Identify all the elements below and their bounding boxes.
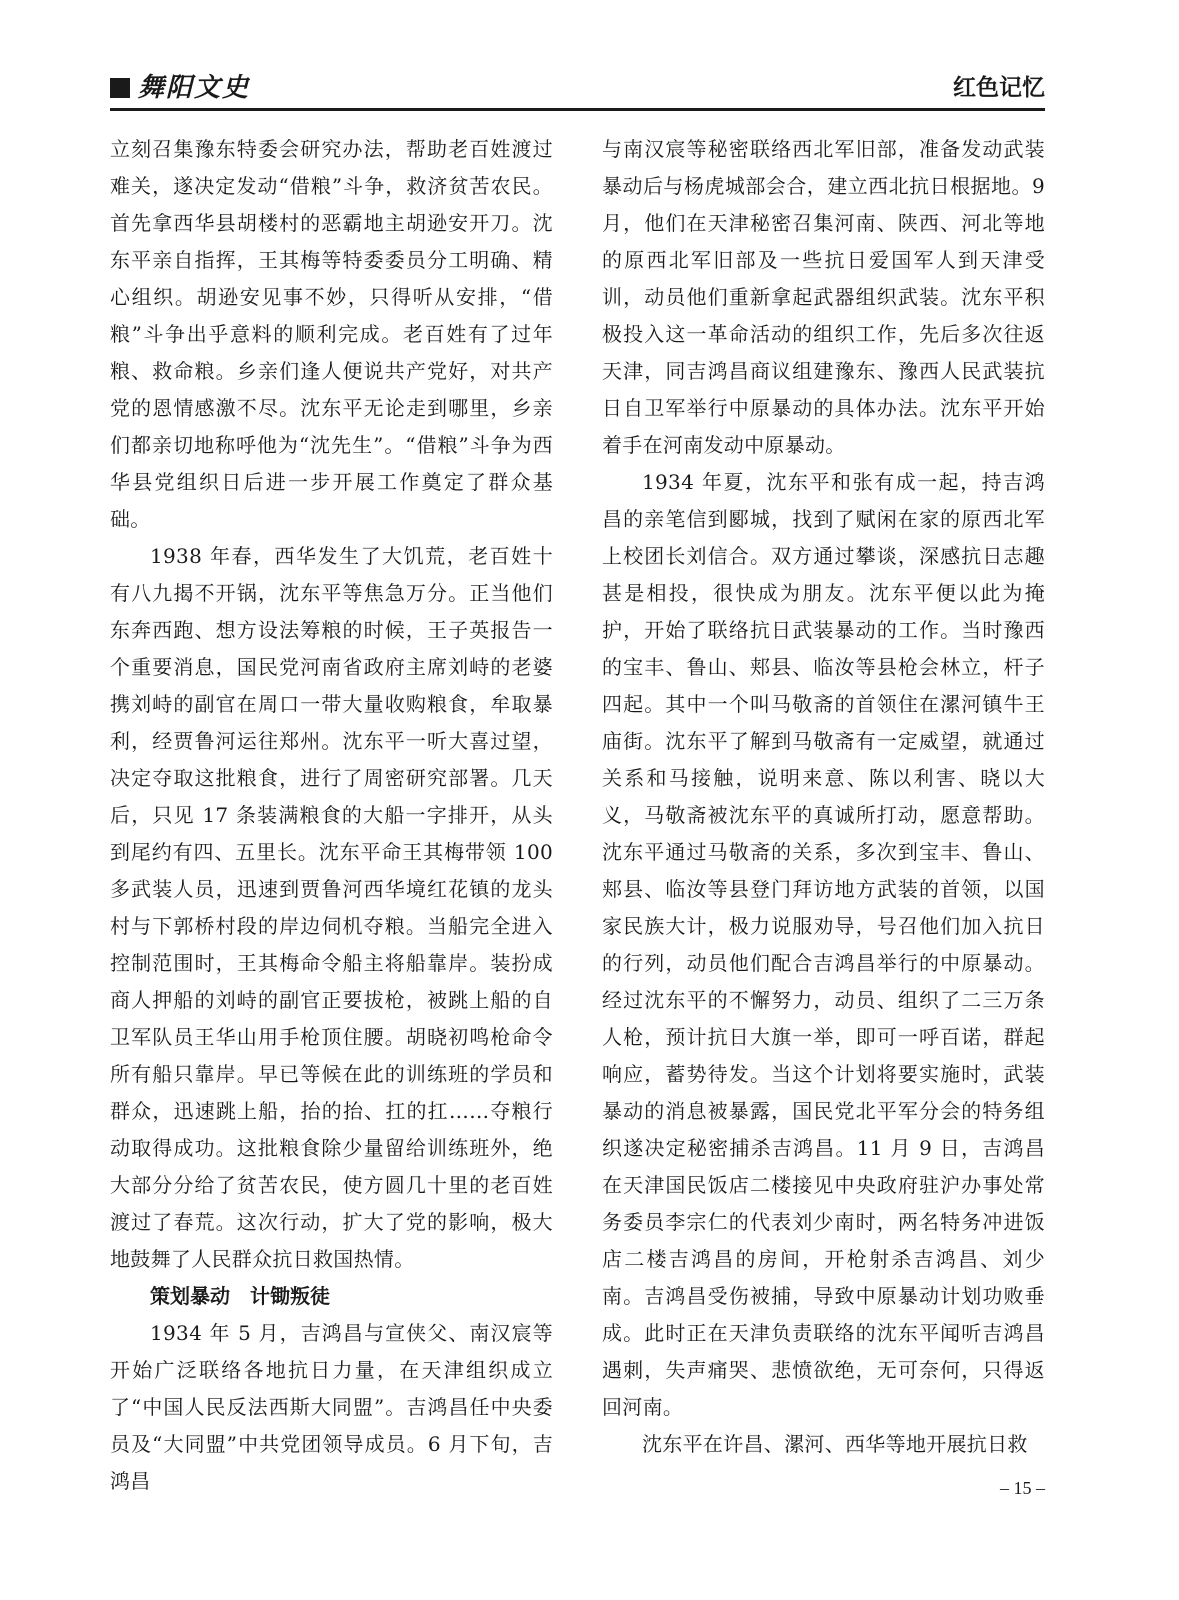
section-heading: 策划暴动 计锄叛徒	[150, 1284, 330, 1308]
paragraph: 与南汉宸等秘密联络西北军旧部，准备发动武装暴动后与杨虎城部会合，建立西北抗日根据地。9 月，他们在天津秘密召集河南、陕西、河北等地的原西北军旧部及一些抗日爱国军人到天津受训，动员他们重新拿起武器组织武装。沈东平积极投入这一革命活动的组织工作，先后多次往返天津，同吉鸿昌商议组建豫东、豫西人民武装抗日自卫军举行中原暴动的具体办法。沈东平开始着手在河南发动中原暴动。	[602, 137, 1045, 457]
right-column	[602, 131, 1045, 1463]
header-rule	[110, 108, 1045, 111]
section-title: 红色记忆	[953, 75, 1045, 101]
header-square-mark	[110, 78, 130, 98]
page-number: – 15 –	[1000, 1478, 1045, 1498]
paragraph: 1934 年夏，沈东平和张有成一起，持吉鸿昌的亲笔信到郾城，找到了赋闲在家的原西北军上校团长刘信合。双方通过攀谈，深感抗日志趣甚是相投，很快成为朋友。沈东平便以此为掩护，开始了联络抗日武装暴动的工作。当时豫西的宝丰、鲁山、郏县、临汝等县枪会林立，杆子四起。其中一个叫马敬斋的首领住在漯河镇牛王庙街。沈东平了解到马敬斋有一定威望，就通过关系和马接触，说明来意、陈以利害、晓以大义，马敬斋被沈东平的真诚所打动，愿意帮助。沈东平通过马敬斋的关系，多次到宝丰、鲁山、郏县、临汝等县登门拜访地方武装的首领，以国家民族大计，极力说服劝导，号召他们加入抗日的行列，动员他们配合吉鸿昌举行的中原暴动。经过沈东平的不懈努力，动员、组织了二三万条人枪，预计抗日大旗一举，即可一呼百诺，群起响应，蓄势待发。当这个计划将要实施时，武装暴动的消息被暴露，国民党北平军分会的特务组织遂决定秘密捕杀吉鸿昌。11 月 9 日，吉鸿昌在天津国民饭店二楼接见中央政府驻沪办事处常务委员李宗仁的代表刘少南时，两名特务冲进饭店二楼吉鸿昌的房间，开枪射杀吉鸿昌、刘少南。吉鸿昌受伤被捕，导致中原暴动计划功败垂成。此时正在天津负责联络的沈东平闻听吉鸿昌遇刺，失声痛哭、悲愤欲绝，无可奈何，只得返回河南。	[602, 470, 1045, 1419]
left-column	[110, 131, 553, 1500]
page-header	[110, 70, 1045, 106]
paragraph: 1938 年春，西华发生了大饥荒，老百姓十有八九揭不开锅，沈东平等焦急万分。正当他们东奔西跑、想方设法筹粮的时候，王子英报告一个重要消息，国民党河南省政府主席刘峙的老婆携刘峙的副官在周口一带大量收购粮食，牟取暴利，经贾鲁河运往郑州。沈东平一听大喜过望，决定夺取这批粮食，进行了周密研究部署。几天后，只见 17 条装满粮食的大船一字排开，从头到尾约有四、五里长。沈东平命王其梅带领 100 多武装人员，迅速到贾鲁河西华境红花镇的龙头村与下郭桥村段的岸边伺机夺粮。当船完全进入控制范围时，王其梅命令船主将船靠岸。装扮成商人押船的刘峙的副官正要拔枪，被跳上船的自卫军队员王华山用手枪顶住腰。胡晓初鸣枪命令所有船只靠岸。早已等候在此的训练班的学员和群众，迅速跳上船，抬的抬、扛的扛……夺粮行动取得成功。这批粮食除少量留给训练班外，绝大部分分给了贫苦农民，使方圆几十里的老百姓渡过了春荒。这次行动，扩大了党的影响，极大地鼓舞了人民群众抗日救国热情。	[110, 544, 553, 1271]
paragraph: 1934 年 5 月，吉鸿昌与宣侠父、南汉宸等开始广泛联络各地抗日力量，在天津组织成立了“中国人民反法西斯大同盟”。吉鸿昌任中央委员及“大同盟”中共党团领导成员。6 月下旬，吉鸿昌	[110, 1321, 553, 1493]
paragraph: 沈东平在许昌、漯河、西华等地开展抗日救	[642, 1432, 1028, 1456]
paragraph: 立刻召集豫东特委会研究办法，帮助老百姓渡过难关，遂决定发动“借粮”斗争，救济贫苦农民。首先拿西华县胡楼村的恶霸地主胡逊安开刀。沈东平亲自指挥，王其梅等特委委员分工明确、精心组织。胡逊安见事不妙，只得听从安排，“借粮”斗争出乎意料的顺利完成。老百姓有了过年粮、救命粮。乡亲们逢人便说共产党好，对共产党的恩情感激不尽。沈东平无论走到哪里，乡亲们都亲切地称呼他为“沈先生”。“借粮”斗争为西华县党组织日后进一步开展工作奠定了群众基础。	[110, 137, 553, 531]
journal-title: 舞阳文史	[138, 73, 251, 103]
